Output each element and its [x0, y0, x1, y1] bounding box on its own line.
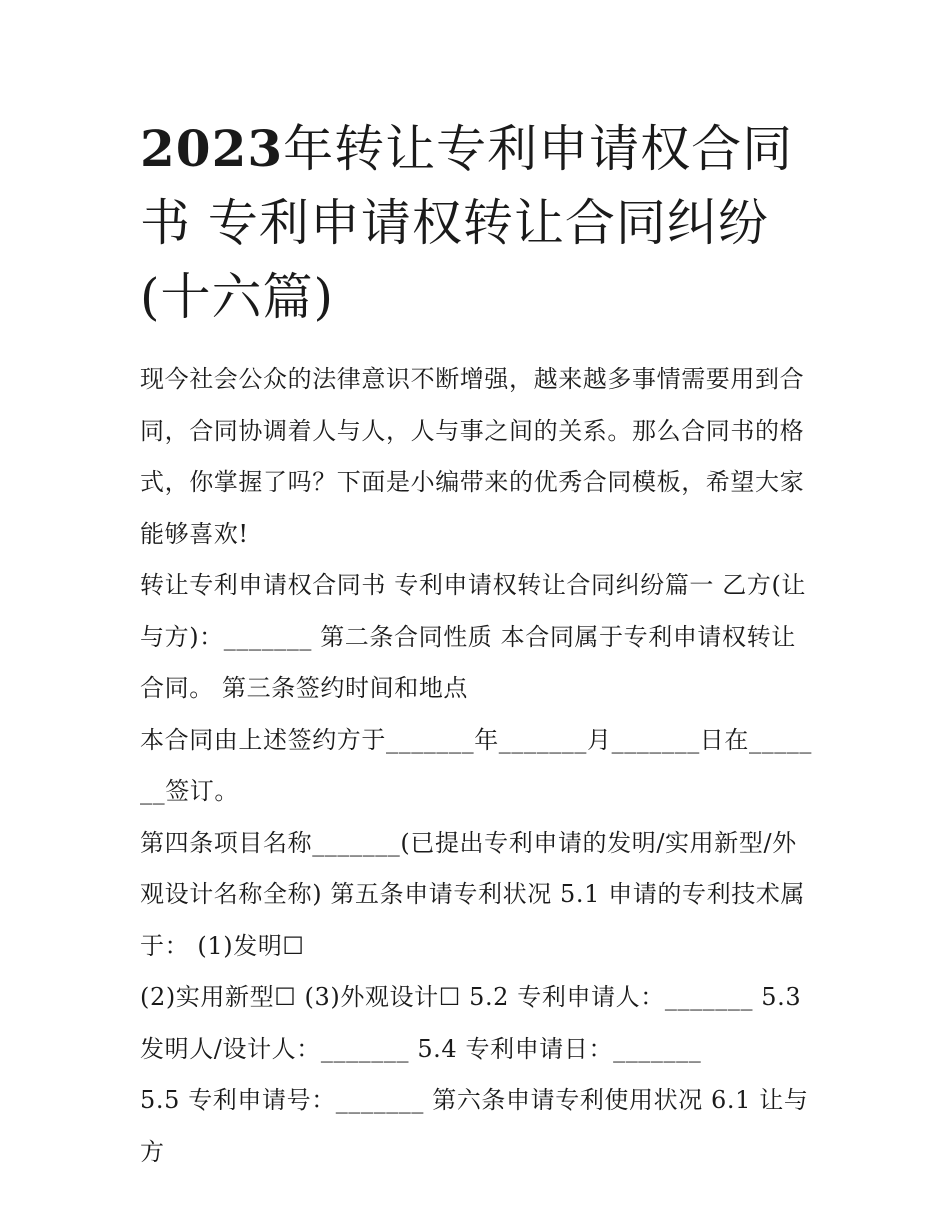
document-body: [140, 354, 820, 1178]
contract-paragraph-1: 转让专利申请权合同书 专利申请权转让合同纠纷篇一 乙方(让与方)：_______ 第二条合同性质 本合同属于专利申请权转让合同。 第三条签约时间和地点: [140, 571, 807, 702]
title-year: 2023: [140, 119, 284, 178]
signing-date-paragraph: 本合同由上述签约方于_______年_______月_______日在_______签订。: [140, 725, 812, 805]
title-text: 年转让专利申请权合同书 专利申请权转让合同纠纷(十六篇): [140, 120, 794, 326]
application-number-paragraph: 5.5 专利申请号：_______ 第六条申请专利使用状况 6.1 让与方: [140, 1086, 809, 1166]
intro-paragraph: 现今社会公众的法律意识不断增强，越来越多事情需要用到合同，合同协调着人与人，人与事之间的关系。那么合同书的格式，你掌握了吗？下面是小编带来的优秀合同模板，希望大家能够喜欢!: [140, 365, 805, 548]
project-name-paragraph: 第四条项目名称_______(已提出专利申请的发明/实用新型/外观设计名称全称) 第五条申请专利状况 5.1 申请的专利技术属于： (1)发明☐: [140, 828, 806, 960]
patent-type-paragraph: (2)实用新型☐ (3)外观设计☐ 5.2 专利申请人：_______ 5.3 发明人/设计人：_______ 5.4 专利申请日：_______: [140, 983, 802, 1063]
document-title: [140, 112, 820, 334]
